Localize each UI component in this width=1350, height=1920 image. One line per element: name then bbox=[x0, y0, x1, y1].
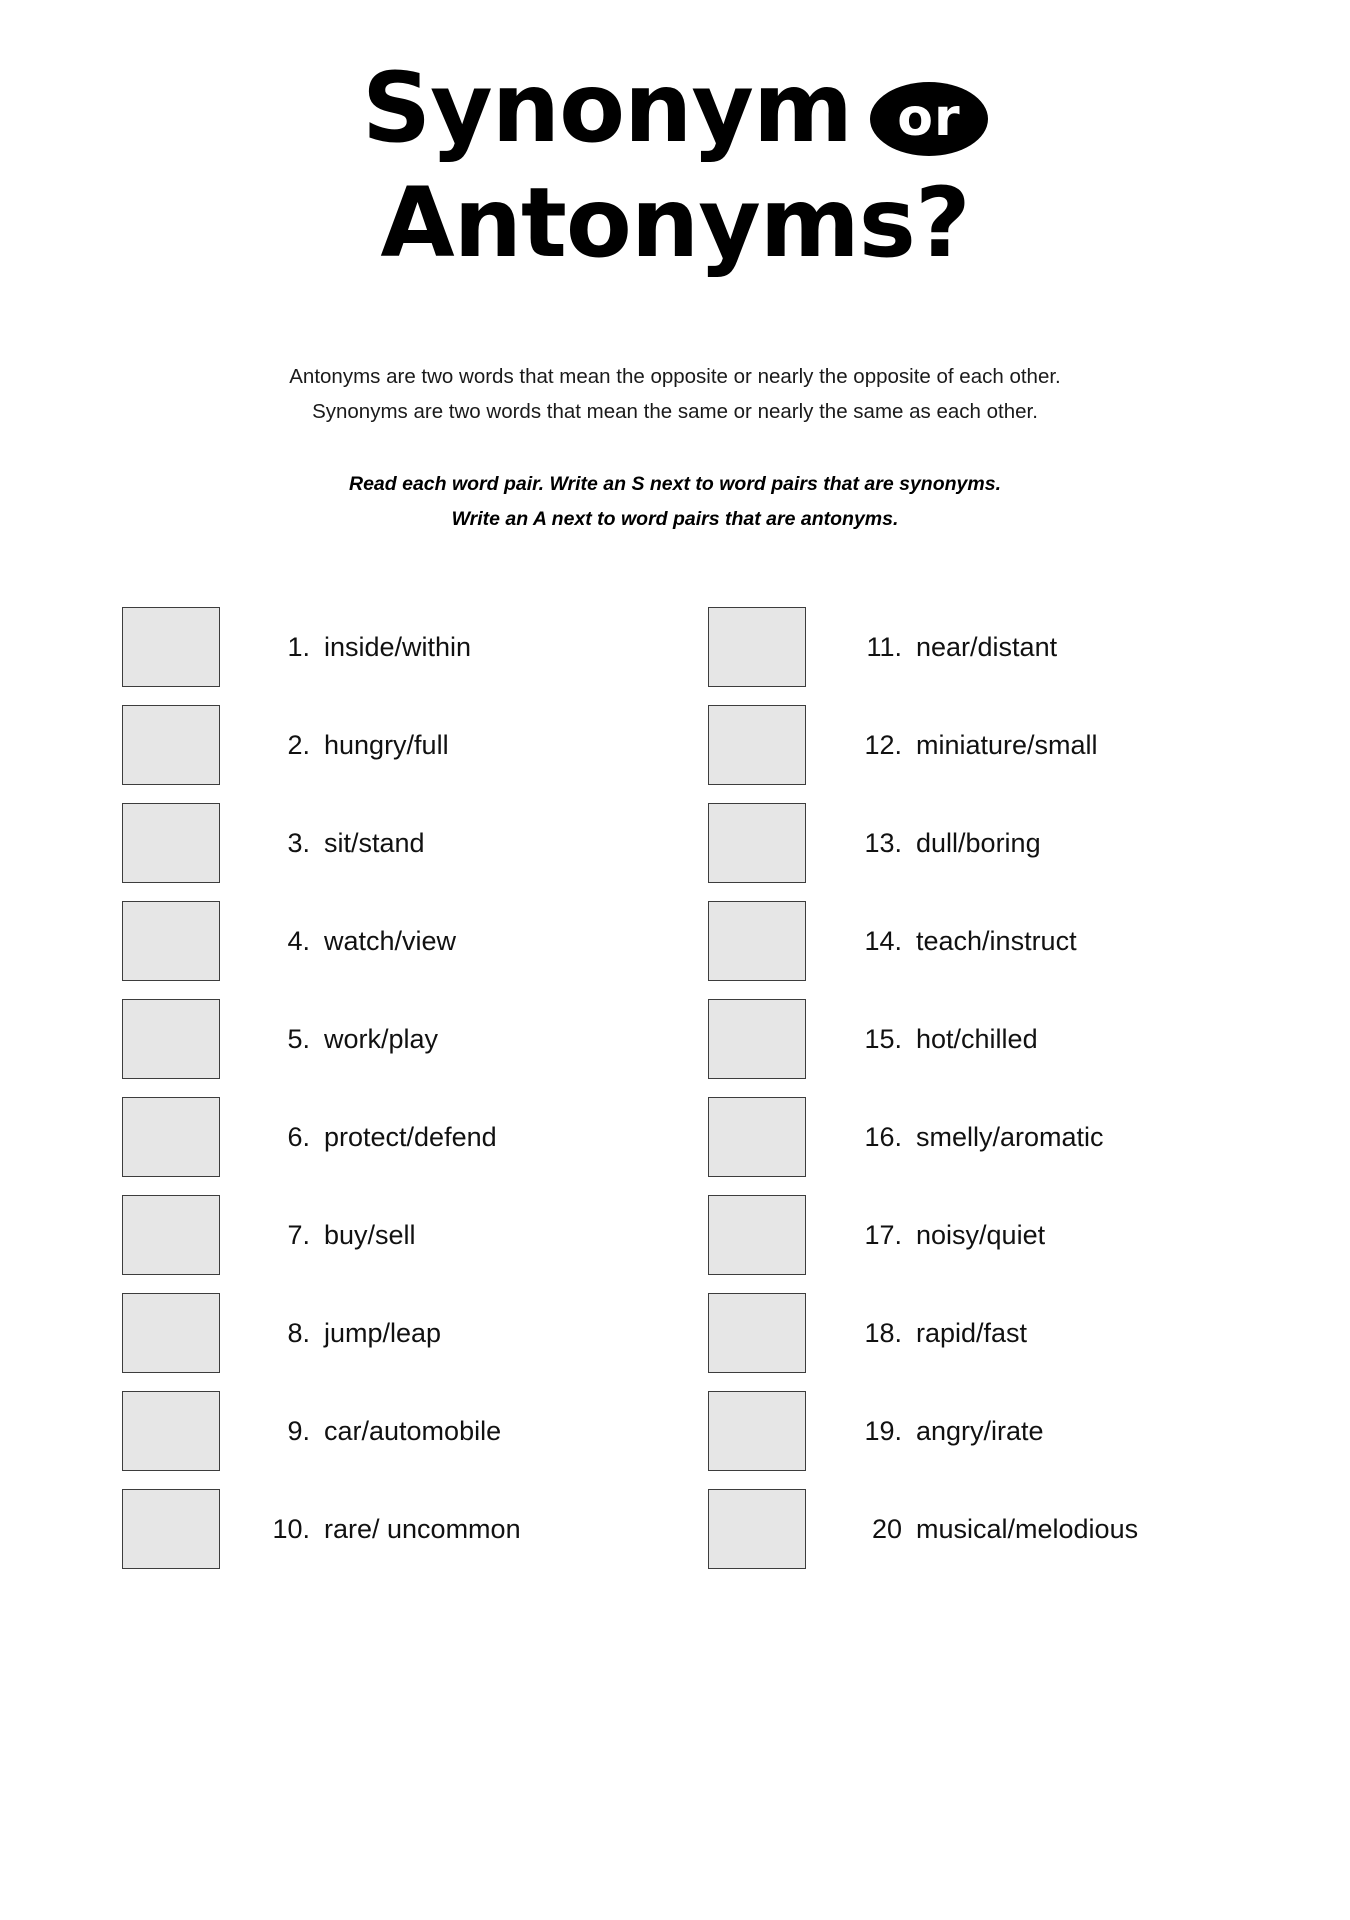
item-number: 15. bbox=[864, 1023, 902, 1054]
answer-box-19[interactable] bbox=[708, 1391, 806, 1471]
item-number: 8. bbox=[287, 1317, 310, 1348]
definitions-block bbox=[0, 359, 1350, 430]
instructions-block bbox=[0, 467, 1350, 536]
list-item bbox=[122, 1186, 612, 1284]
list-item bbox=[122, 1284, 612, 1382]
item-number: 14. bbox=[864, 925, 902, 956]
word-pair-8 bbox=[258, 1318, 441, 1349]
word-pair-10 bbox=[258, 1514, 521, 1545]
answer-box-18[interactable] bbox=[708, 1293, 806, 1373]
word-pair-13 bbox=[844, 828, 1041, 859]
word-pair-3 bbox=[258, 828, 425, 859]
list-item bbox=[708, 1186, 1198, 1284]
answer-box-16[interactable] bbox=[708, 1097, 806, 1177]
word-pair-12 bbox=[844, 730, 1098, 761]
word-pair-5 bbox=[258, 1024, 438, 1055]
item-number: 4. bbox=[287, 925, 310, 956]
answer-box-8[interactable] bbox=[122, 1293, 220, 1373]
item-number: 6. bbox=[287, 1121, 310, 1152]
item-number: 5. bbox=[287, 1023, 310, 1054]
answer-box-1[interactable] bbox=[122, 607, 220, 687]
item-number: 10. bbox=[272, 1513, 310, 1544]
item-number: 19. bbox=[864, 1415, 902, 1446]
word-pair-7 bbox=[258, 1220, 416, 1251]
item-words: buy/sell bbox=[324, 1219, 416, 1250]
item-number: 9. bbox=[287, 1415, 310, 1446]
item-words: near/distant bbox=[916, 631, 1058, 662]
answer-box-6[interactable] bbox=[122, 1097, 220, 1177]
item-number: 16. bbox=[864, 1121, 902, 1152]
list-item bbox=[122, 794, 612, 892]
item-words: teach/instruct bbox=[916, 925, 1077, 956]
title-or-badge: or bbox=[870, 82, 988, 156]
item-words: rare/ uncommon bbox=[324, 1513, 521, 1544]
item-words: jump/leap bbox=[324, 1317, 442, 1348]
item-words: work/play bbox=[324, 1023, 439, 1054]
answer-box-15[interactable] bbox=[708, 999, 806, 1079]
answer-box-17[interactable] bbox=[708, 1195, 806, 1275]
item-number: 2. bbox=[287, 729, 310, 760]
instruction-line-one: Read each word pair. Write an S next to word pairs that are synonyms. bbox=[349, 473, 1001, 496]
list-item bbox=[708, 990, 1198, 1088]
answer-box-14[interactable] bbox=[708, 901, 806, 981]
item-number: 18. bbox=[864, 1317, 902, 1348]
item-words: musical/melodious bbox=[916, 1513, 1139, 1544]
list-item bbox=[708, 696, 1198, 794]
word-pair-column-right bbox=[708, 598, 1198, 1578]
item-number: 7. bbox=[287, 1219, 310, 1250]
answer-box-10[interactable] bbox=[122, 1489, 220, 1569]
item-number: 20 bbox=[871, 1513, 902, 1544]
answer-box-13[interactable] bbox=[708, 803, 806, 883]
answer-box-2[interactable] bbox=[122, 705, 220, 785]
word-pair-9 bbox=[258, 1416, 501, 1447]
list-item bbox=[122, 892, 612, 990]
answer-box-11[interactable] bbox=[708, 607, 806, 687]
list-item bbox=[708, 1284, 1198, 1382]
answer-box-9[interactable] bbox=[122, 1391, 220, 1471]
item-words: hungry/full bbox=[324, 729, 449, 760]
list-item bbox=[122, 1088, 612, 1186]
item-number: 12. bbox=[864, 729, 902, 760]
list-item bbox=[122, 990, 612, 1088]
item-words: dull/boring bbox=[916, 827, 1041, 858]
item-words: noisy/quiet bbox=[916, 1219, 1046, 1250]
item-words: watch/view bbox=[324, 925, 457, 956]
antonym-definition: Antonyms are two words that mean the opposite or nearly the opposite of each other. bbox=[289, 364, 1061, 388]
title-word-synonym: Synonym bbox=[362, 52, 852, 164]
item-number: 11. bbox=[866, 631, 902, 662]
list-item bbox=[122, 1382, 612, 1480]
answer-box-20[interactable] bbox=[708, 1489, 806, 1569]
word-pair-15 bbox=[844, 1024, 1038, 1055]
item-words: rapid/fast bbox=[916, 1317, 1028, 1348]
list-item bbox=[122, 598, 612, 696]
item-number: 13. bbox=[864, 827, 902, 858]
word-pair-20 bbox=[844, 1514, 1138, 1545]
list-item bbox=[708, 1480, 1198, 1578]
instruction-line-two: Write an A next to word pairs that are antonyms. bbox=[451, 507, 899, 530]
list-item bbox=[122, 696, 612, 794]
word-pair-column-left bbox=[122, 598, 612, 1578]
list-item bbox=[708, 598, 1198, 696]
answer-box-4[interactable] bbox=[122, 901, 220, 981]
item-words: smelly/aromatic bbox=[916, 1121, 1104, 1152]
answer-box-12[interactable] bbox=[708, 705, 806, 785]
item-words: sit/stand bbox=[324, 827, 425, 858]
word-pair-18 bbox=[844, 1318, 1027, 1349]
word-pair-17 bbox=[844, 1220, 1045, 1251]
word-pair-11 bbox=[844, 632, 1057, 663]
item-words: inside/within bbox=[324, 631, 472, 662]
item-words: protect/defend bbox=[324, 1121, 497, 1152]
word-pair-16 bbox=[844, 1122, 1104, 1153]
answer-box-7[interactable] bbox=[122, 1195, 220, 1275]
list-item bbox=[708, 794, 1198, 892]
answer-box-5[interactable] bbox=[122, 999, 220, 1079]
word-pair-columns bbox=[0, 598, 1350, 1578]
list-item bbox=[708, 1088, 1198, 1186]
list-item bbox=[122, 1480, 612, 1578]
title-line-one bbox=[0, 52, 1350, 165]
word-pair-4 bbox=[258, 926, 456, 957]
item-words: miniature/small bbox=[916, 729, 1098, 760]
item-words: hot/chilled bbox=[916, 1023, 1038, 1054]
item-number: 17. bbox=[864, 1219, 902, 1250]
title-line-two: Antonyms? bbox=[380, 167, 970, 280]
list-item bbox=[708, 1382, 1198, 1480]
word-pair-6 bbox=[258, 1122, 497, 1153]
synonym-definition: Synonyms are two words that mean the same or nearly the same as each other. bbox=[312, 399, 1038, 423]
worksheet-title bbox=[0, 0, 1350, 281]
word-pair-19 bbox=[844, 1416, 1044, 1447]
item-number: 3. bbox=[287, 827, 310, 858]
word-pair-2 bbox=[258, 730, 449, 761]
item-words: angry/irate bbox=[916, 1415, 1044, 1446]
word-pair-14 bbox=[844, 926, 1077, 957]
list-item bbox=[708, 892, 1198, 990]
answer-box-3[interactable] bbox=[122, 803, 220, 883]
word-pair-1 bbox=[258, 632, 471, 663]
item-words: car/automobile bbox=[324, 1415, 502, 1446]
item-number: 1. bbox=[287, 631, 310, 662]
